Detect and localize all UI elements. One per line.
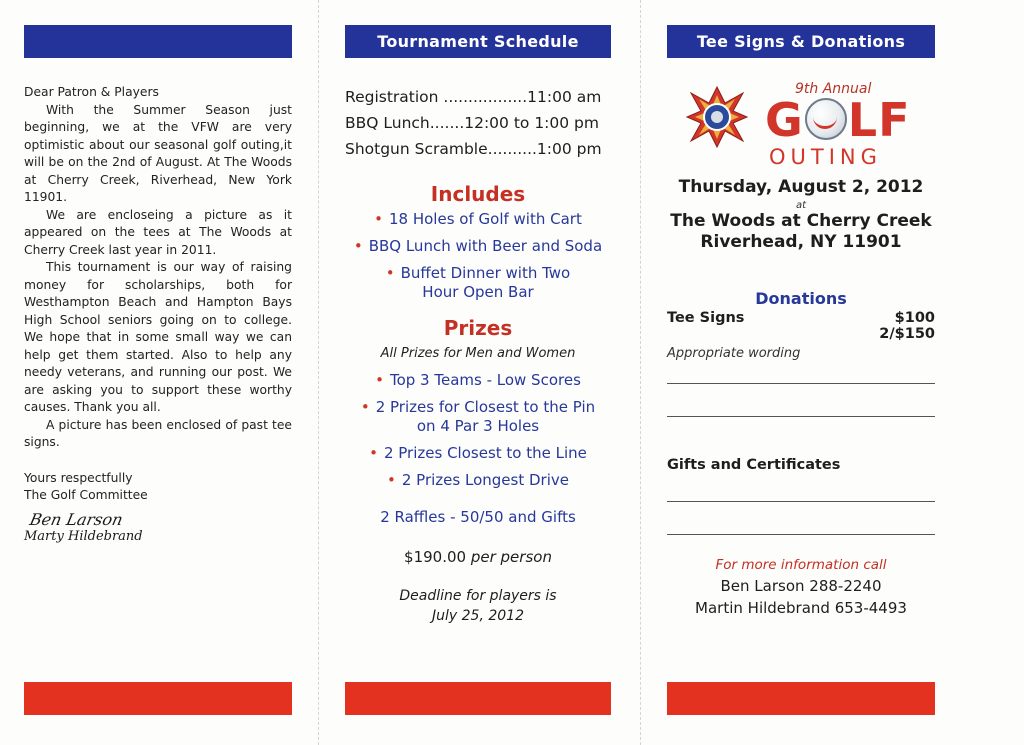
- signature-marty-hildebrand: Marty Hildebrand: [24, 528, 143, 544]
- schedule-bbq-lunch: BBQ Lunch.......12:00 to 1:00 pm: [345, 114, 599, 132]
- golf-letters-lf: LF: [847, 93, 911, 147]
- tee-signs-header: Tee Signs & Donations: [667, 25, 935, 58]
- panel2-bottom-bar: [345, 682, 611, 715]
- panel3-bottom-bar: [667, 682, 935, 715]
- bullet-icon: •: [353, 237, 363, 255]
- bullet-icon: •: [387, 471, 396, 489]
- schedule-header: Tournament Schedule: [345, 25, 611, 58]
- golf-outing-logo: [667, 75, 935, 175]
- prize-closest-line: 2 Prizes Closest to the Line: [383, 444, 587, 462]
- prizes-title: Prizes: [443, 316, 513, 340]
- includes-list: [345, 210, 611, 302]
- letter-paragraph: This tournament is our way of raising money for scholarships, both for Westhampton Beach and Hampton Bays High School seniors going on to college. We hope that in some small way we can help get them started. Also to help any needy veterans, and running our post. We are asking you to support these worthy causes. Thank you all.: [24, 260, 292, 414]
- list-item: [345, 264, 611, 302]
- list-item: [345, 471, 611, 490]
- prizes-list: [345, 371, 611, 490]
- includes-title: Includes: [430, 182, 526, 206]
- fold-line-right: [640, 0, 641, 745]
- wording-line-2: [667, 416, 935, 417]
- tee-signs-price-2: 2/$150: [879, 326, 935, 342]
- gifts-certificates-label: Gifts and Certificates: [667, 457, 841, 473]
- list-item: [345, 237, 611, 256]
- golf-ball-icon: [805, 98, 847, 140]
- panel1-bottom-bar: [24, 682, 292, 715]
- contact-martin-hildebrand: Martin Hildebrand 653-4493: [695, 599, 907, 617]
- deadline: [345, 586, 611, 626]
- signature-ben-larson: Ben Larson: [27, 509, 125, 529]
- annual-label: 9th Annual: [795, 81, 872, 97]
- tee-signs-panel: [667, 75, 935, 619]
- appropriate-wording-label: Appropriate wording: [667, 346, 801, 361]
- gifts-line-1: [667, 501, 935, 502]
- tee-signs-price: $100: [894, 310, 935, 326]
- outing-wordmark: OUTING: [769, 145, 882, 169]
- bullet-icon: •: [385, 264, 395, 282]
- bullet-icon: •: [375, 371, 384, 389]
- letter-paragraph: A picture has been enclosed of past tee signs.: [24, 417, 292, 449]
- raffles: 2 Raffles - 50/50 and Gifts: [380, 508, 576, 526]
- event-venue: The Woods at Cherry Creek: [670, 211, 932, 231]
- gifts-line-2: [667, 534, 935, 535]
- prize-longest-drive: 2 Prizes Longest Drive: [401, 471, 569, 489]
- panel1-top-bar: [24, 25, 292, 58]
- signature-block: [24, 511, 292, 545]
- donations-title: Donations: [755, 289, 847, 308]
- tee-signs-row: [667, 310, 935, 326]
- letter-paragraph: With the Summer Season just beginning, we at the VFW are very optimistic about our seasonal golf outing,it will be on the 2nd of August. At The Woods at Cherry Creek, Riverhead, New York 11901.: [24, 102, 292, 204]
- event-city: Riverhead, NY 11901: [700, 232, 902, 252]
- wording-line-1: [667, 383, 935, 384]
- include-bbq: BBQ Lunch with Beer and Soda: [368, 237, 603, 255]
- bullet-icon: •: [369, 444, 378, 462]
- tee-signs-label: Tee Signs: [667, 310, 745, 326]
- info-call: For more information call: [715, 557, 887, 573]
- price-amount: $190.00: [404, 548, 467, 566]
- deadline-date: July 25, 2012: [432, 608, 524, 624]
- event-date: Thursday, August 2, 2012: [678, 177, 924, 197]
- prize-top-teams: Top 3 Teams - Low Scores: [389, 371, 581, 389]
- schedule-panel: [345, 84, 611, 626]
- closing: Yours respectfully: [24, 470, 133, 485]
- price-unit: per person: [470, 548, 552, 566]
- salutation: Dear Patron & Players: [24, 85, 159, 99]
- bullet-icon: •: [374, 210, 383, 228]
- letter-panel: [24, 84, 292, 545]
- list-item: [345, 210, 611, 229]
- golf-letter-g: G: [765, 93, 804, 147]
- bullet-icon: •: [360, 398, 370, 416]
- deadline-label: Deadline for players is: [399, 588, 557, 604]
- list-item: [345, 398, 611, 436]
- event-at: at: [795, 200, 807, 211]
- include-golf: 18 Holes of Golf with Cart: [389, 210, 582, 228]
- prize-closest-pin: 2 Prizes for Closest to the Pin on 4 Par 3 Holes: [375, 398, 596, 435]
- contact-ben-larson: Ben Larson 288-2240: [720, 577, 882, 595]
- schedule-registration: Registration .................11:00 am: [345, 88, 602, 106]
- committee-name: The Golf Committee: [24, 488, 148, 502]
- include-dinner: Buffet Dinner with Two Hour Open Bar: [400, 264, 571, 301]
- list-item: [345, 371, 611, 390]
- golf-wordmark: [765, 95, 911, 145]
- list-item: [345, 444, 611, 463]
- vfw-emblem-icon: [685, 85, 749, 149]
- price: [345, 548, 611, 566]
- letter-paragraph: We are encloseing a picture as it appeared on the tees at The Woods at Cherry Creek last year in 2011.: [24, 207, 292, 257]
- prizes-note: All Prizes for Men and Women: [380, 346, 576, 361]
- schedule-shotgun-scramble: Shotgun Scramble..........1:00 pm: [345, 140, 602, 158]
- fold-line-left: [318, 0, 319, 745]
